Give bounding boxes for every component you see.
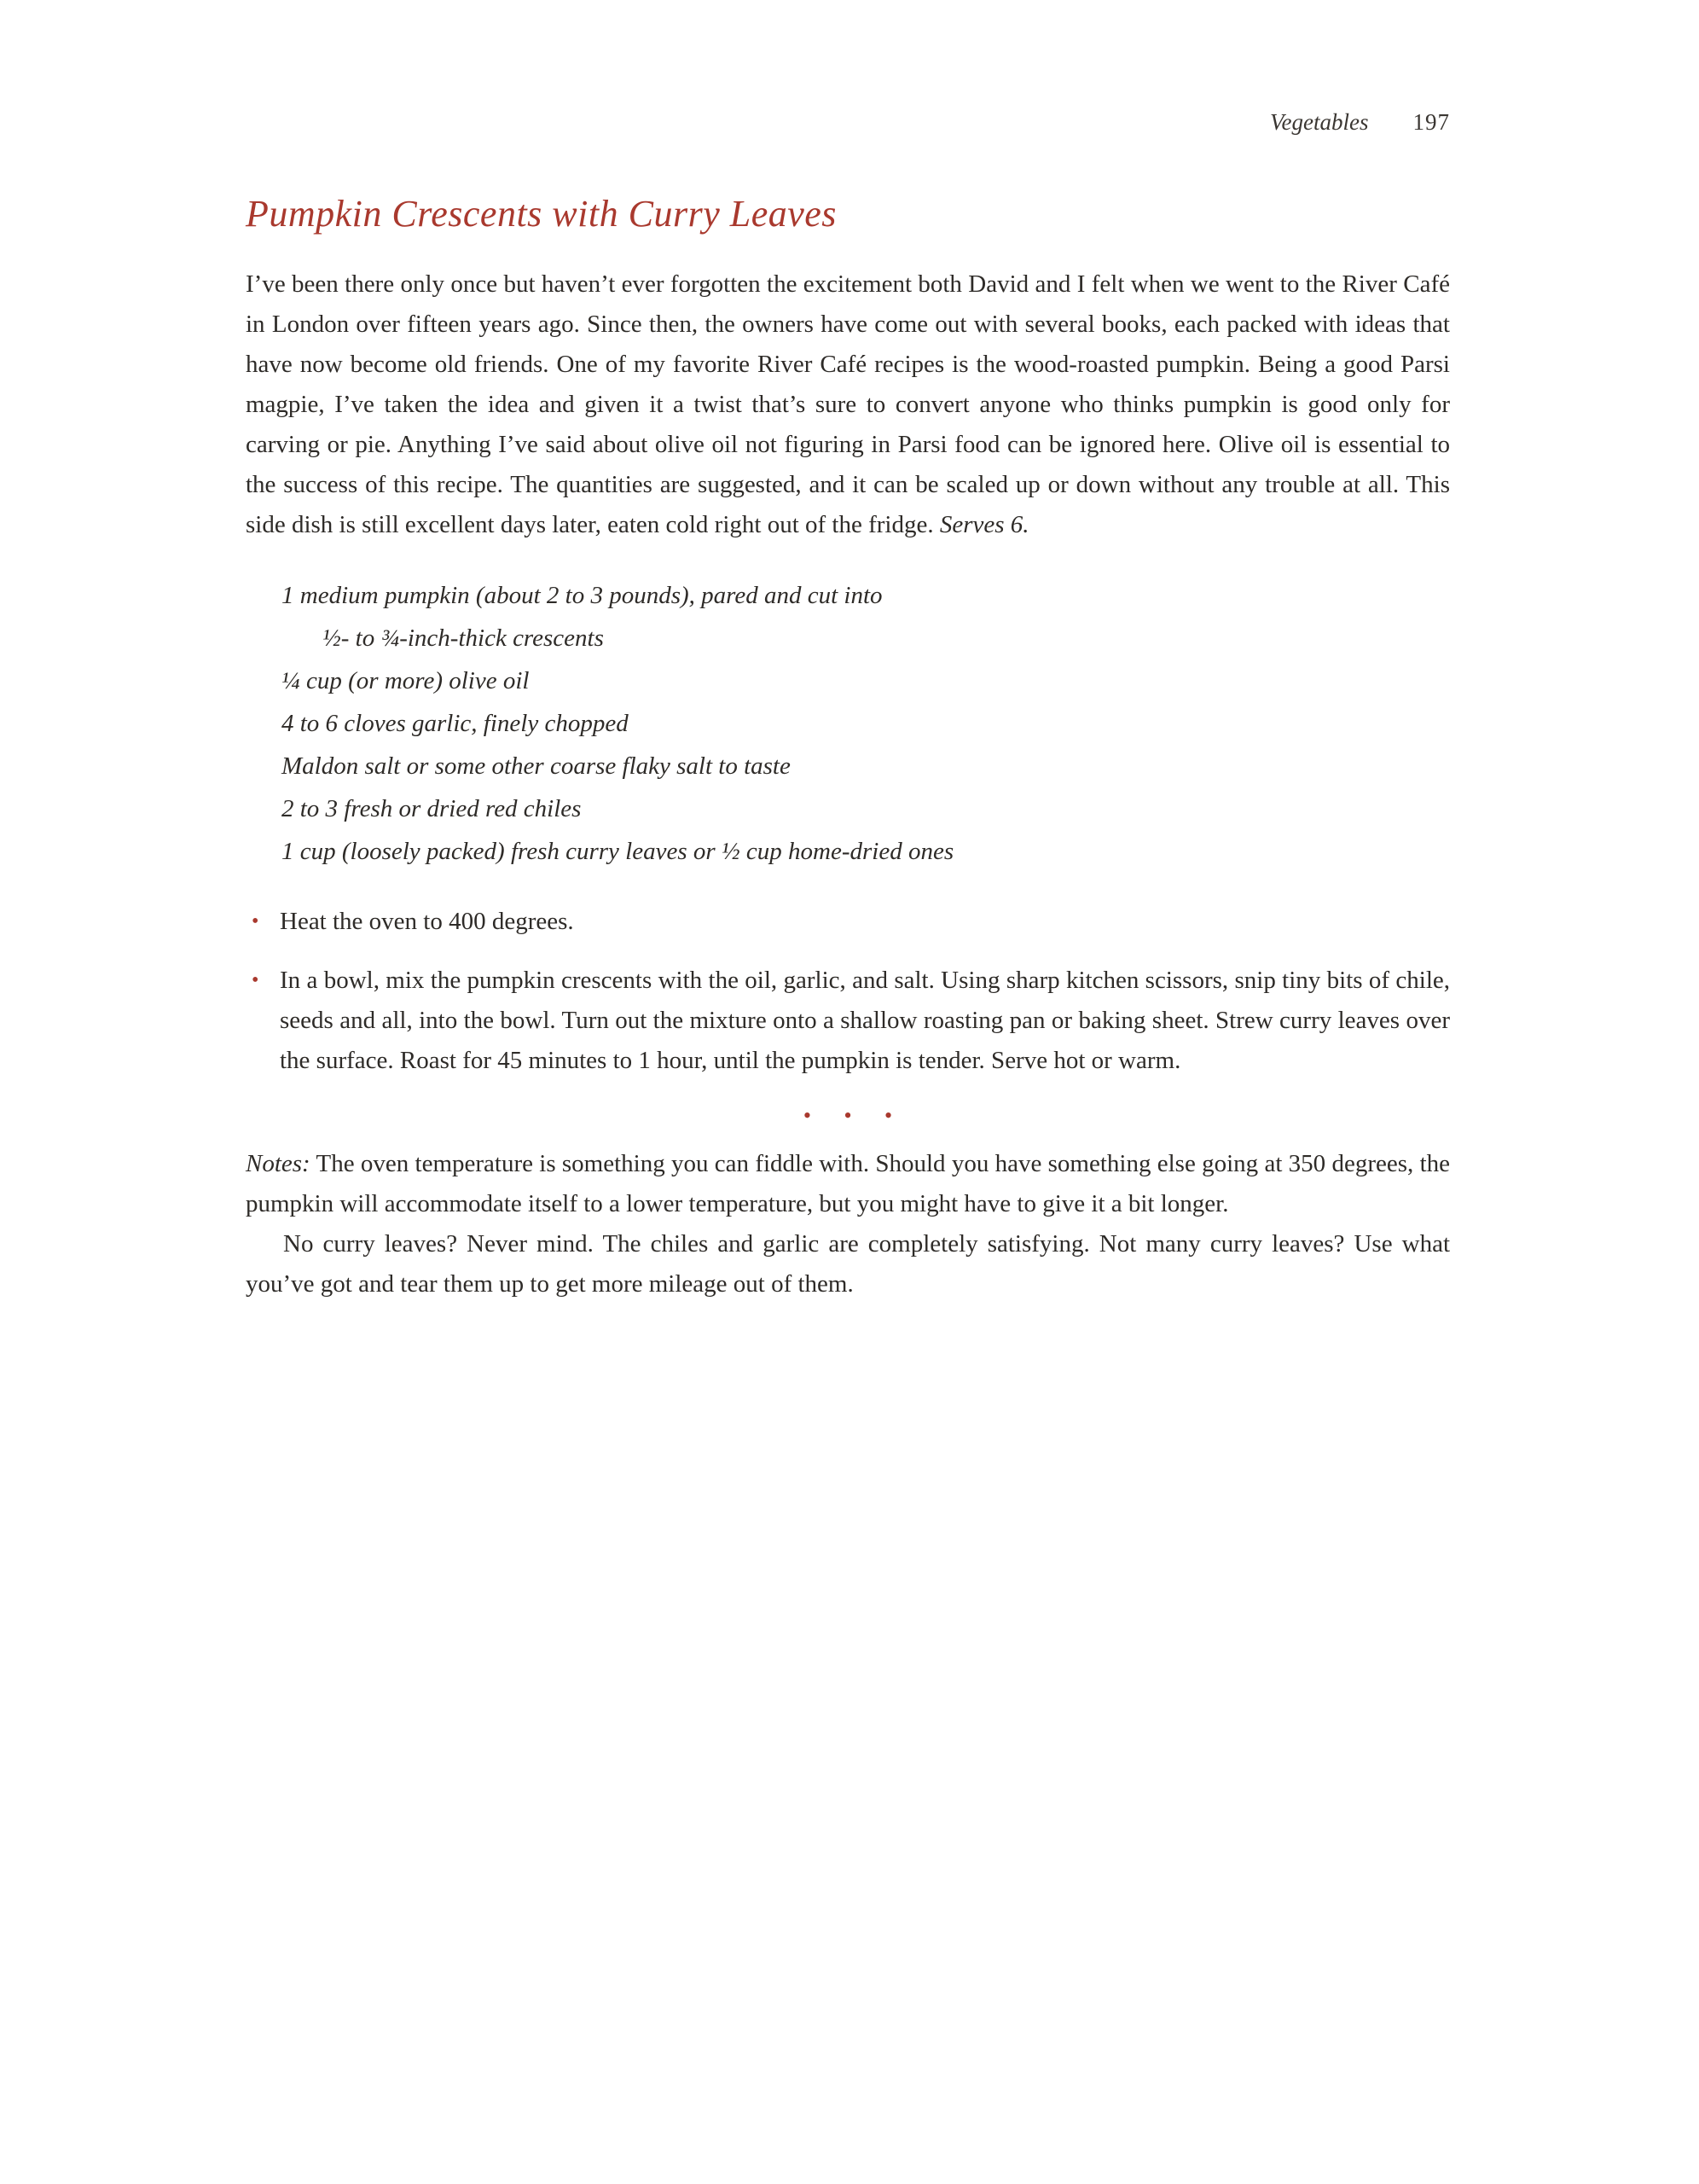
ingredient-line: Maldon salt or some other coarse flaky salt to taste (281, 752, 791, 780)
notes-paragraph (246, 1144, 1450, 1224)
instruction-step (246, 961, 1450, 1081)
running-header (246, 109, 1450, 136)
section-label: Vegetables (1270, 109, 1369, 135)
instruction-text: Heat the oven to 400 degrees. (280, 908, 574, 935)
instructions-list (246, 902, 1450, 1081)
ornament-divider: • • • (803, 1103, 907, 1128)
bullet-icon: • (252, 910, 259, 932)
notes-section (246, 1144, 1450, 1304)
ingredient-line: 1 medium pumpkin (about 2 to 3 pounds), pared and cut into (281, 582, 883, 609)
recipe-title: Pumpkin Crescents with Curry Leaves (246, 193, 837, 235)
notes-paragraph: No curry leaves? Never mind. The chiles and garlic are completely satisfying. Not many curry leaves? Use what you’ve got and tear them up to get more mileage out of them. (246, 1230, 1450, 1298)
ingredient-line-continuation: ½- to ¾-inch-thick crescents (322, 624, 604, 652)
ingredient-line: 2 to 3 fresh or dried red chiles (281, 795, 582, 822)
ingredient-line: ¼ cup (or more) olive oil (281, 667, 530, 694)
bullet-icon: • (252, 969, 259, 991)
intro-paragraph (246, 264, 1450, 545)
page-number: 197 (1412, 109, 1450, 135)
notes-label: Notes: (246, 1150, 310, 1177)
serves-note: Serves 6. (939, 511, 1029, 538)
intro-text: I’ve been there only once but haven’t ever forgotten the excitement both David and I felt when we went to the River Café in London over fifteen years ago. Since then, the owners have come out with several books, each packed with ideas that have now become old friends. One of my favorite River Café recipes is the wood-roasted pumpkin. Being a good Parsi magpie, I’ve taken the idea and given it a twist that’s sure to convert anyone who thinks pumpkin is good only for carving or pie. Anything I’ve said about olive oil not figuring in Parsi food can be ignored here. Olive oil is essential to the success of this recipe. The quantities are suggested, and it can be scaled up or down without any trouble at all. This side dish is still excellent days later, eaten cold right out of the fridge. (246, 270, 1450, 538)
instruction-step (246, 902, 1450, 942)
ingredient-line: 1 cup (loosely packed) fresh curry leaves or ½ cup home-dried ones (281, 838, 954, 865)
notes-text: The oven temperature is something you can fiddle with. Should you have something else going at 350 degrees, the pumpkin will accommodate itself to a lower temperature, but you might have to give it a bit longer. (246, 1150, 1450, 1217)
instruction-text: In a bowl, mix the pumpkin crescents with the oil, garlic, and salt. Using sharp kitchen scissors, snip tiny bits of chile, seeds and all, into the bowl. Turn out the mixture onto a shallow roasting pan or baking sheet. Strew curry leaves over the surface. Roast for 45 minutes to 1 hour, until the pumpkin is tender. Serve hot or warm. (280, 967, 1450, 1074)
ingredient-line: 4 to 6 cloves garlic, finely chopped (281, 710, 629, 737)
ingredients-list (281, 574, 1450, 873)
